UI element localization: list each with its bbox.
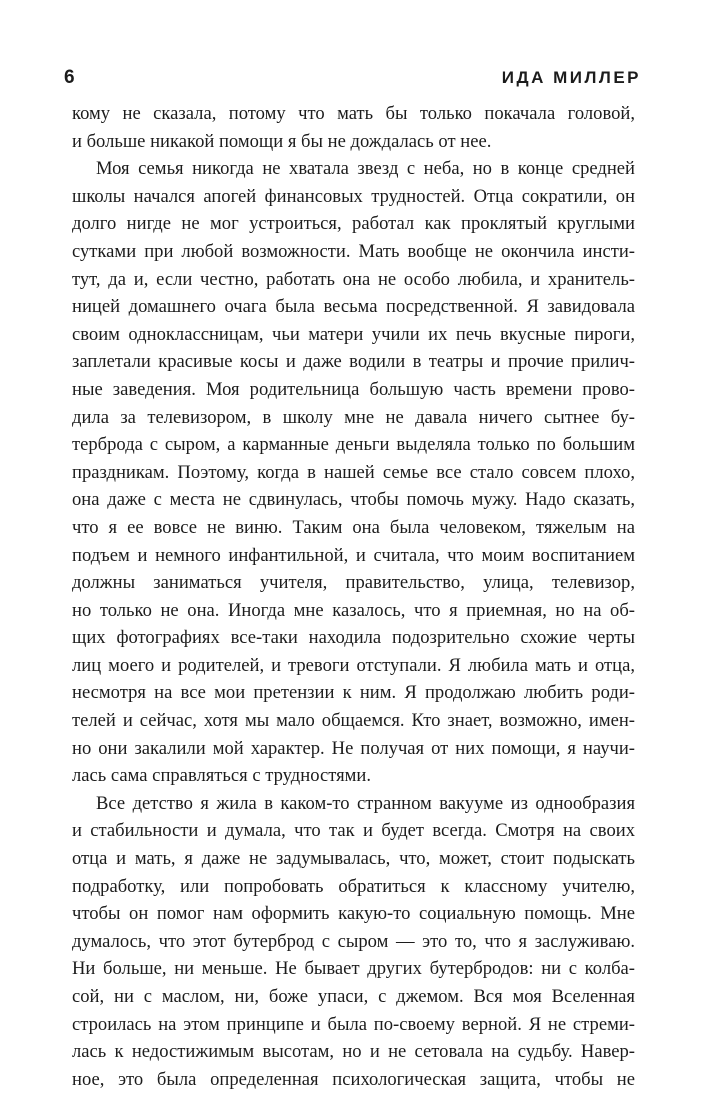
text-line: несмотря на все мои претензии к ним. Я продолжаю любить роди- xyxy=(72,682,635,704)
text-line: но только не она. Иногда мне казалось, что я приемная, но на об- xyxy=(72,599,635,621)
text-line: сой, ни с маслом, ни, боже упаси, с джемом. Вся моя Вселенная xyxy=(72,986,635,1007)
text-line: Все детство я жила в каком-то странном вакууме из однообразия xyxy=(96,792,635,814)
text-line: отца и мать, я даже не задумывалась, что, может, стоит подыскать xyxy=(72,848,635,870)
paragraph-1 xyxy=(72,100,635,155)
text-line: телей и сейчас, хотя мы мало общаемся. Кто знает, возможно, имен- xyxy=(72,710,635,732)
text-line: кому не сказала, потому что мать бы только покачала головой, xyxy=(72,103,635,124)
text-line: должны заниматься учителя, правительство, улица, телевизор, xyxy=(72,572,635,594)
text-line: подъем и немного инфантильной, и считала, что моим воспитанием xyxy=(72,544,635,566)
text-line: школы начался апогей финансовых трудностей. Отца сократили, он xyxy=(72,185,635,207)
paragraph-3 xyxy=(72,790,635,1093)
text-line: она даже с места не сдвинулась, чтобы помочь мужу. Надо сказать, xyxy=(72,489,635,511)
text-line: лась сама справляться с трудностями. xyxy=(72,765,372,787)
text-line: ное, это была определенная психологическая защита, чтобы не xyxy=(72,1068,635,1090)
text-line: своим одноклассницам, чьи матери учили их печь вкусные пироги, xyxy=(72,323,635,345)
text-line: ные заведения. Моя родительница большую часть времени прово- xyxy=(72,378,635,400)
running-head-author: ИДА МИЛЛЕР xyxy=(501,68,641,87)
text-line: но они закалили мой характер. Не получая от них помощи, я научи- xyxy=(72,737,635,759)
text-line: лась к недостижимым высотам, но и не сетовала на судьбу. Навер- xyxy=(72,1041,635,1063)
text-line: думалось, что этот бутерброд с сыром — это то, что я заслуживаю. xyxy=(72,930,635,952)
text-line: ницей домашнего очага была весьма посредственной. Я завидовала xyxy=(72,296,635,318)
page-number: 6 xyxy=(64,67,76,88)
text-line: и стабильности и думала, что так и будет всегда. Смотря на своих xyxy=(72,820,635,842)
text-line: Ни больше, ни меньше. Не бывает других бутербродов: ни с колба- xyxy=(72,958,635,980)
text-line: подработку, или попробовать обратиться к классному учителю, xyxy=(72,875,635,897)
text-line: заплетали красивые косы и даже водили в театры и прочие прилич- xyxy=(72,351,635,373)
text-line: праздникам. Поэтому, когда в нашей семье все стало совсем плохо, xyxy=(72,461,635,483)
text-line: сутками при любой возможности. Мать вообще не окончила инсти- xyxy=(72,240,635,262)
text-line: что я ее вовсе не виню. Таким она была человеком, тяжелым на xyxy=(72,516,635,538)
text-line: и больше никакой помощи я бы не дождалась от нее. xyxy=(72,130,492,152)
text-line: тут, да и, если честно, работать она не особо любила, и хранитель- xyxy=(72,268,635,290)
text-line: долго нигде не мог устроиться, работал как проклятый круглыми xyxy=(72,213,635,235)
body-text xyxy=(72,100,635,1093)
text-line: Моя семья никогда не хватала звезд с неба, но в конце средней xyxy=(96,158,635,180)
text-line: строилась на этом принципе и была по-своему верной. Я не стреми- xyxy=(72,1013,635,1035)
text-line: чтобы он помог нам оформить какую-то социальную помощь. Мне xyxy=(72,903,635,925)
text-line: лиц моего и родителей, и тревоги отступали. Я любила мать и отца, xyxy=(72,654,635,676)
text-line: щих фотографиях все-таки находила подозрительно схожие черты xyxy=(72,627,635,649)
paragraph-2 xyxy=(72,155,635,790)
text-line: дила за телевизором, в школу мне не давала ничего сытнее бу- xyxy=(72,406,635,428)
text-line: терброда с сыром, а карманные деньги выделяла только по большим xyxy=(72,434,635,456)
